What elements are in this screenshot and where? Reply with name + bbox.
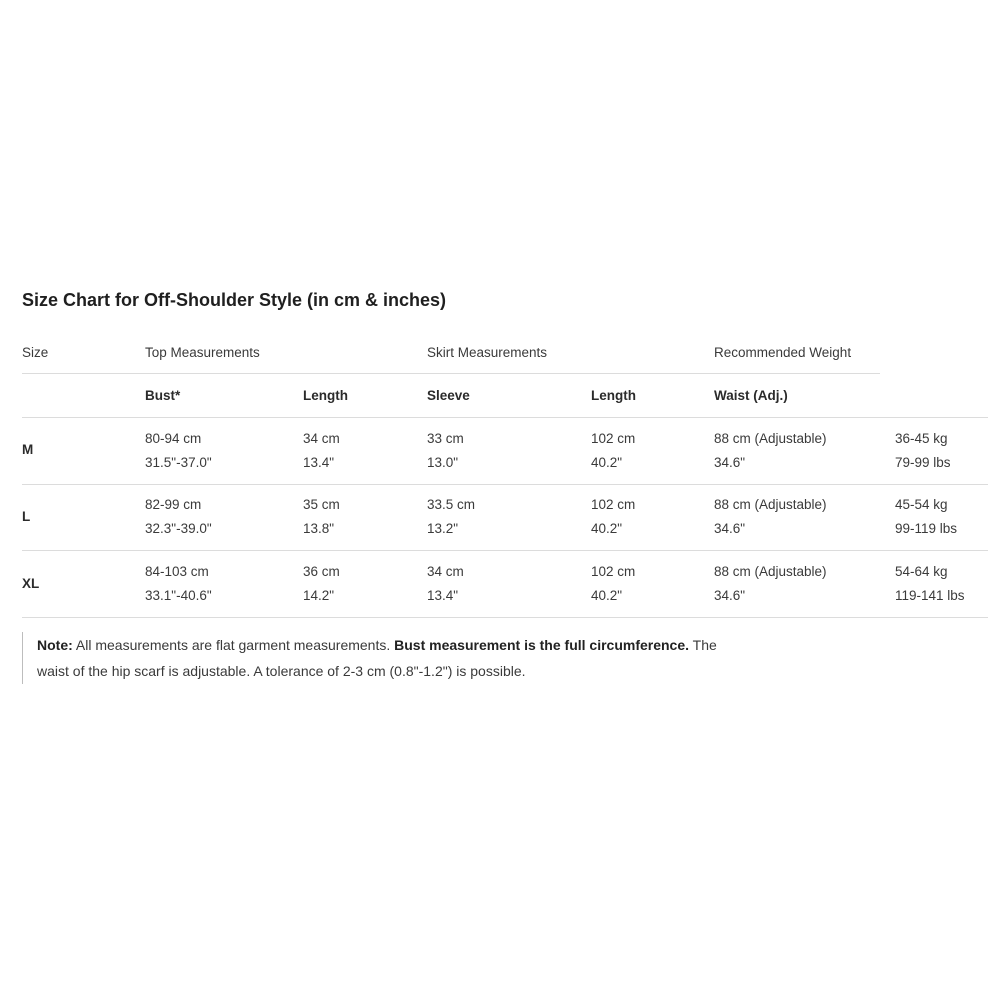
row-divider-m [22,484,988,485]
size-label-xl: XL [22,576,40,591]
note-text-2: The waist of the hip scarf is adjustable. A tolerance of 2-3 cm (0.8"-1.2") is possible. [37,637,717,679]
sleeve-cell-xl: 34 cm 13.4" [427,564,464,603]
subheader-length: Length [303,388,348,403]
waist-cell-m: 88 cm (Adjustable) 34.6" [714,431,827,470]
sleeve-cell-m: 33 cm 13.0" [427,431,464,470]
header-top-measurements: Top Measurements [145,345,260,360]
length-cell-m: 34 cm 13.4" [303,431,340,470]
row-divider-l [22,550,988,551]
bust-cell-xl: 84-103 cm 33.1"-40.6" [145,564,212,603]
waist-cell-l: 88 cm (Adjustable) 34.6" [714,497,827,536]
sleeve-cell-l: 33.5 cm 13.2" [427,497,476,536]
waist-cell-xl: 88 cm (Adjustable) 34.6" [714,564,827,603]
weight-cell-l: 45-54 kg 99-119 lbs [895,497,958,536]
length-cell-l: 35 cm 13.8" [303,497,340,536]
note-text-1: All measurements are flat garment measurements. [72,637,395,653]
weight-cell-m: 36-45 kg 79-99 lbs [895,431,951,470]
subheader-bust: Bust* [145,388,181,403]
size-note [22,632,717,684]
length-cell-xl: 36 cm 14.2" [303,564,340,603]
table-bottom-divider [22,617,988,618]
bust-cell-m: 80-94 cm 31.5"-37.0" [145,431,212,470]
bust-cell-l: 82-99 cm 32.3"-39.0" [145,497,212,536]
subheader-divider [22,417,988,418]
header-skirt-measurements: Skirt Measurements [427,345,548,360]
subheader-sleeve: Sleeve [427,388,470,403]
note-bust-emphasis: Bust measurement is the full circumference. [394,637,690,653]
note-label: Note: [37,637,73,653]
skirt-length-cell-m: 102 cm 40.2" [591,431,636,470]
subheader-skirt-length: Length [591,388,636,403]
header-recommended-weight: Recommended Weight [714,345,852,360]
weight-cell-xl: 54-64 kg 119-141 lbs [895,564,965,603]
skirt-length-cell-l: 102 cm 40.2" [591,497,636,536]
header-divider [22,373,880,374]
size-label-l: L [22,509,31,524]
skirt-length-cell-xl: 102 cm 40.2" [591,564,636,603]
size-label-m: M [22,442,34,457]
subheader-waist: Waist (Adj.) [714,388,788,403]
page-title: Size Chart for Off-Shoulder Style (in cm & inches) [22,290,447,310]
header-size: Size [22,345,49,360]
